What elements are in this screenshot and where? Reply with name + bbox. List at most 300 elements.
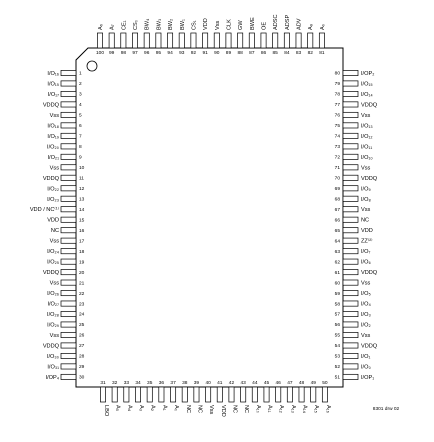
pin-lead	[61, 154, 76, 159]
pin1-indicator	[87, 61, 97, 71]
pin-label: I/O₇	[361, 249, 371, 256]
pin-number: 6	[79, 124, 82, 130]
pin-lead	[61, 165, 76, 170]
pin-number: 70	[334, 176, 340, 182]
pin-100	[96, 24, 104, 56]
pin-27	[43, 343, 85, 350]
pin-23	[47, 301, 84, 308]
pin-lead	[179, 33, 184, 48]
pin-lead	[343, 133, 358, 138]
pin-number: 77	[334, 103, 340, 109]
pin-label: I/O₃₁	[47, 364, 59, 371]
pin-number: 85	[272, 51, 278, 56]
pin-label: VDD	[203, 18, 210, 30]
pin-lead	[61, 238, 76, 243]
pin-number: 33	[123, 381, 130, 386]
pin-label: A₁₂	[278, 405, 285, 413]
pin-label: I/O₆	[361, 259, 371, 266]
pin-number: 44	[252, 381, 258, 386]
pin-lead	[61, 102, 76, 107]
pin-number: 15	[79, 218, 85, 224]
pin-lead	[322, 387, 327, 402]
pin-number: 43	[240, 381, 246, 386]
pin-lead	[61, 144, 76, 149]
pin-number: 51	[334, 375, 340, 381]
pin-13	[47, 196, 85, 203]
pin-label: BW₃	[156, 18, 163, 30]
pin-lead	[61, 311, 76, 316]
pin-lead	[167, 33, 172, 48]
pin-lead	[343, 270, 358, 275]
pin-number: 61	[334, 270, 340, 276]
pin-lead	[121, 33, 126, 48]
pin-number: 31	[100, 381, 106, 386]
pin-lead	[147, 387, 152, 402]
pin-number: 8	[79, 145, 82, 151]
pin-number: 29	[79, 365, 85, 371]
pin-label: A₇	[109, 24, 116, 30]
pin-lead	[206, 387, 211, 402]
pin-label: CS₁	[191, 20, 198, 30]
pin-lead	[156, 33, 161, 48]
drawing-note: 8301 drw 02	[372, 407, 400, 412]
pin-lead	[343, 259, 358, 264]
pin-label: Vss	[49, 280, 59, 287]
pin-lead	[343, 102, 358, 107]
pin-number: 36	[158, 381, 165, 386]
pin-label: I/O₂₇	[47, 301, 59, 308]
pin-66	[335, 217, 369, 224]
pin-label: Vss	[361, 112, 371, 119]
pin-label: A₁	[161, 405, 168, 411]
pin-label: I/O₈	[361, 196, 371, 203]
pin-number: 19	[79, 260, 85, 266]
pin-number: 35	[147, 381, 153, 386]
pin-label: NC	[231, 405, 238, 414]
pin-label: Vss	[361, 280, 371, 287]
pin-16	[51, 228, 85, 235]
pin-label: I/O₂₀	[47, 144, 59, 151]
pin-lead	[343, 364, 358, 369]
pin-label: ZZ⁽²⁾	[361, 238, 373, 245]
pin-lead	[308, 33, 313, 48]
pin-label: A₃	[138, 405, 145, 412]
pin-label: I/O₅	[361, 291, 371, 298]
pin-label: Vss	[214, 20, 221, 30]
pin-25	[47, 322, 85, 329]
pin-number: 48	[298, 381, 305, 386]
pin-lead	[299, 387, 304, 402]
pin-label: I/OP₁	[361, 374, 375, 381]
pin-number: 90	[214, 51, 220, 56]
pin-number: 64	[334, 239, 340, 245]
pin-21	[50, 280, 85, 287]
pin-lead	[112, 387, 117, 402]
pin-number: 58	[334, 302, 340, 308]
pin-label: A₁₁	[266, 405, 273, 413]
pin-label: VDDQ	[42, 270, 59, 277]
pin-lead	[249, 33, 254, 48]
pin-lead	[61, 217, 76, 222]
pin-lead	[343, 81, 358, 86]
pin-lead	[61, 374, 76, 379]
pin-label: A₉	[319, 24, 326, 30]
pin-lead	[343, 228, 358, 233]
pin-label: NC	[196, 405, 203, 414]
pin-lead	[343, 165, 358, 170]
pin-number: 68	[334, 197, 340, 203]
pin-label: I/O₂₄	[47, 249, 59, 256]
pin-number: 23	[79, 302, 85, 308]
pin-lead	[61, 364, 76, 369]
pin-lead	[343, 332, 358, 337]
pin-label: I/O₁₈	[47, 123, 59, 130]
pin-number: 98	[120, 51, 127, 56]
pin-lead	[61, 259, 76, 264]
pin-number: 49	[310, 381, 316, 386]
pin-10	[50, 165, 85, 172]
pin-24	[47, 311, 85, 318]
pin-label: NC	[184, 405, 191, 414]
pin-number: 88	[237, 51, 243, 56]
pin-label: I/O₂₆	[47, 291, 59, 298]
pin-label: GW	[238, 20, 245, 30]
pin-lead	[159, 387, 164, 402]
pin-number: 56	[334, 323, 340, 329]
pin-lead	[61, 186, 76, 191]
pin-lead	[276, 387, 281, 402]
pin-number: 87	[249, 51, 255, 56]
pin-11	[43, 175, 84, 182]
pin-lead	[124, 387, 129, 402]
pin-number: 79	[334, 82, 340, 88]
pin-number: 1	[79, 71, 82, 77]
pin-number: 37	[170, 381, 176, 386]
pin-label: I/O₁₁	[361, 144, 373, 151]
pin-number: 17	[79, 239, 85, 245]
pin-label: I/O₁₆	[47, 71, 59, 77]
pin-lead	[61, 280, 76, 285]
pin-label: I/O₁₃	[361, 123, 373, 130]
pin-label: Vss	[49, 165, 59, 172]
pin-lead	[343, 249, 358, 254]
pin-number: 20	[79, 270, 85, 276]
pin-number: 97	[132, 51, 138, 56]
pin-label: I/O₃₀	[46, 353, 59, 360]
pin-label: VDDQ	[361, 175, 378, 182]
pin-number: 89	[225, 51, 232, 56]
pin-lead	[343, 322, 358, 327]
pin-number: 26	[79, 333, 85, 339]
pin-number: 18	[79, 249, 85, 255]
pin-label: BWE	[249, 17, 256, 30]
pin-label: VDDQ	[361, 102, 378, 109]
pin-label: Vss	[361, 165, 371, 172]
pin-number: 11	[79, 176, 84, 182]
pin-label: Vss	[49, 238, 59, 245]
pin-number: 59	[334, 291, 340, 297]
pin-lead	[311, 387, 316, 402]
pin-label: I/O₁₅	[361, 81, 373, 88]
pin-lead	[97, 33, 102, 48]
pin-number: 100	[95, 51, 105, 56]
pin-number: 76	[334, 113, 340, 119]
pin-lead	[343, 343, 358, 348]
pin-number: 99	[109, 51, 115, 56]
pin-label: A₅	[114, 405, 121, 411]
pin-lead	[343, 280, 358, 285]
pin-number: 5	[79, 113, 82, 119]
pin-number: 12	[79, 186, 85, 192]
pin-label: ADSC	[273, 14, 280, 30]
pin-number: 84	[284, 51, 290, 56]
pin-label: A₆	[98, 24, 104, 30]
pin-lead	[343, 144, 358, 149]
pin-number: 92	[190, 51, 197, 56]
pin-label: NC	[50, 228, 59, 235]
pin-18	[47, 249, 85, 256]
pin-number: 71	[334, 166, 340, 172]
pin-lead	[343, 123, 358, 128]
pin-label: A₁₃	[289, 405, 296, 413]
pin-20	[43, 270, 85, 277]
pin-label: A₁₆	[324, 405, 331, 413]
pin-number: 66	[334, 218, 340, 224]
pin-28	[47, 353, 85, 360]
pin-lead	[238, 33, 243, 48]
pin-lead	[273, 33, 278, 48]
pin-lead	[343, 238, 358, 243]
pin-label: I/O₂	[361, 322, 371, 329]
pin-number: 16	[79, 228, 85, 234]
pin-number: 53	[334, 354, 340, 360]
pin-number: 25	[79, 323, 85, 329]
pin-lead	[61, 91, 76, 96]
chip-body	[76, 48, 343, 387]
pin-lead	[343, 207, 358, 212]
pin-number: 63	[334, 249, 340, 255]
pin-label: A₄	[126, 405, 133, 412]
pin-number: 32	[112, 381, 118, 386]
pin-lead	[203, 33, 208, 48]
pin-label: VDDQ	[361, 270, 378, 277]
pin-lead	[241, 387, 246, 402]
pin-number: 91	[202, 51, 208, 56]
pin-label: OE	[261, 21, 268, 30]
pin-number: 46	[275, 381, 281, 386]
pin-label: I/O₃	[361, 312, 371, 319]
pin-label: I/O₂₃	[47, 196, 59, 203]
pin-lead	[109, 33, 114, 48]
pin-label: I/O₁₄	[361, 91, 373, 98]
pin-label: Vss	[49, 333, 59, 339]
pin-15	[47, 217, 84, 224]
pin-number: 41	[217, 381, 223, 386]
pin-lead	[319, 33, 324, 48]
pin-number: 27	[79, 344, 85, 350]
pin-29	[47, 364, 84, 371]
pin-number: 40	[205, 381, 211, 386]
pin-number: 93	[179, 51, 185, 56]
pin-lead	[284, 33, 289, 48]
pin-lead	[61, 332, 76, 337]
pin-lead	[194, 387, 199, 402]
pin-label: LBO	[103, 405, 109, 417]
pin-number: 45	[263, 381, 270, 386]
pin-lead	[343, 217, 358, 222]
pin-lead	[144, 33, 149, 48]
pin-number: 60	[334, 281, 340, 287]
pin-label: A₀	[173, 405, 180, 412]
pin-number: 4	[79, 103, 82, 109]
pin-lead	[170, 387, 175, 402]
pin-label: I/OP₂	[361, 71, 375, 77]
pin-lead	[61, 353, 76, 358]
pin-label: VDD / NC⁽¹⁾	[29, 207, 59, 214]
pin-lead	[214, 33, 219, 48]
pin-label: I/O₁	[361, 353, 371, 360]
pin-label: I/O₄	[361, 301, 371, 308]
pin-label: VDD	[47, 217, 59, 224]
pin-label: VDDQ	[361, 343, 378, 350]
pin-lead	[61, 175, 76, 180]
pin-label: Vss	[361, 207, 371, 214]
pin-label: A₁₅	[313, 405, 320, 413]
pin-lead	[343, 70, 358, 75]
pin-lead	[217, 387, 222, 402]
pin-label: I/O₂₁	[47, 154, 59, 161]
pin-lead	[61, 290, 76, 295]
pin-lead	[229, 387, 234, 402]
pin-19	[47, 259, 85, 266]
pin-label: CLK	[226, 19, 233, 30]
pin-number: 2	[79, 82, 82, 88]
pin-number: 95	[155, 51, 162, 56]
pin-label: VDDQ	[42, 102, 59, 109]
pin-number: 80	[334, 71, 340, 77]
pin-label: CS₀	[133, 19, 140, 30]
pin-label: I/O₁₀	[361, 154, 373, 161]
pin-lead	[61, 112, 76, 117]
pin-lead	[343, 311, 358, 316]
pin-lead	[182, 387, 187, 402]
pin-label: A₁₀	[254, 405, 261, 413]
pin-number: 57	[334, 312, 340, 318]
pin-lead	[61, 301, 76, 306]
pin-label: A₂	[149, 405, 156, 411]
pin-lead	[135, 387, 140, 402]
pin-label: ADV	[296, 18, 303, 30]
pin-lead	[226, 33, 231, 48]
pin-number: 50	[322, 381, 328, 386]
pin-22	[47, 290, 85, 297]
pin-lead	[61, 70, 76, 75]
pin-30	[46, 374, 85, 381]
pin-lead	[61, 133, 76, 138]
pin-lead	[343, 91, 358, 96]
pin-label: CE₁	[121, 20, 128, 30]
pin-number: 22	[79, 291, 85, 297]
pin-lead	[343, 301, 358, 306]
pin-number: 72	[334, 155, 340, 161]
pin-label: I/O₉	[361, 186, 371, 193]
pin-lead	[343, 175, 358, 180]
pin-label: I/O₂₉	[47, 322, 59, 329]
pin-number: 7	[79, 134, 82, 140]
pin-number: 30	[79, 375, 85, 381]
pin-lead	[343, 290, 358, 295]
pin-label: Vss	[49, 112, 59, 119]
pin-lead	[343, 196, 358, 201]
pin-number: 65	[334, 228, 340, 234]
pin-lead	[343, 186, 358, 191]
pin-label: BW₄	[144, 18, 151, 30]
pin-lead	[343, 154, 358, 159]
pin-number: 34	[135, 381, 141, 386]
pin-number: 73	[334, 145, 340, 151]
pin-label: BW₂	[168, 18, 175, 30]
pin-number: 82	[307, 51, 313, 56]
pin-label: I/O₂₈	[47, 312, 59, 319]
pin-lead	[61, 123, 76, 128]
pin-17	[50, 238, 85, 245]
pin-lead	[61, 228, 76, 233]
pin-number: 39	[193, 381, 200, 386]
pin-label: I/O₁₇	[47, 91, 59, 98]
pin-12	[47, 186, 84, 193]
pin-number: 10	[79, 166, 85, 172]
pin-lead	[343, 374, 358, 379]
pin-label: I/O₀	[361, 364, 371, 371]
pin-number: 83	[295, 51, 302, 56]
pin-lead	[264, 387, 269, 402]
pin-number: 69	[334, 186, 340, 192]
pin-number: 62	[334, 260, 340, 266]
pin-label: Vss	[361, 333, 371, 339]
pin-number: 14	[79, 207, 85, 213]
pin-number: 47	[287, 381, 293, 386]
pin-number: 75	[334, 124, 340, 130]
pin-lead	[61, 207, 76, 212]
pin-number: 55	[334, 333, 340, 339]
pin-lead	[296, 33, 301, 48]
pin-label: BW₁	[179, 19, 186, 30]
pin-lead	[61, 270, 76, 275]
pin-26	[50, 332, 85, 339]
pin-lead	[343, 112, 358, 117]
pin-label: I/O₂₂	[47, 186, 59, 193]
pin-label: ADSP	[284, 14, 291, 30]
pin-lead	[61, 196, 76, 201]
pin-number: 78	[334, 92, 340, 98]
pin-number: 52	[334, 365, 340, 371]
pin-lead	[132, 33, 137, 48]
pin-number: 24	[79, 312, 85, 318]
pin-lead	[61, 322, 76, 327]
pin-lead	[61, 249, 76, 254]
pin-lead	[261, 33, 266, 48]
pin-lead	[343, 353, 358, 358]
pin-label: VDDQ	[42, 175, 59, 182]
pin-label: I/O₁₉	[47, 133, 59, 140]
pin-label: NC	[361, 217, 370, 224]
pin-number: 42	[228, 381, 235, 386]
pin-number: 38	[182, 381, 188, 386]
pin-label: I/OP₄	[45, 374, 59, 381]
pin-lead	[287, 387, 292, 402]
pin-label: VDDQ	[42, 343, 59, 350]
pin-label: Vss	[208, 405, 215, 415]
